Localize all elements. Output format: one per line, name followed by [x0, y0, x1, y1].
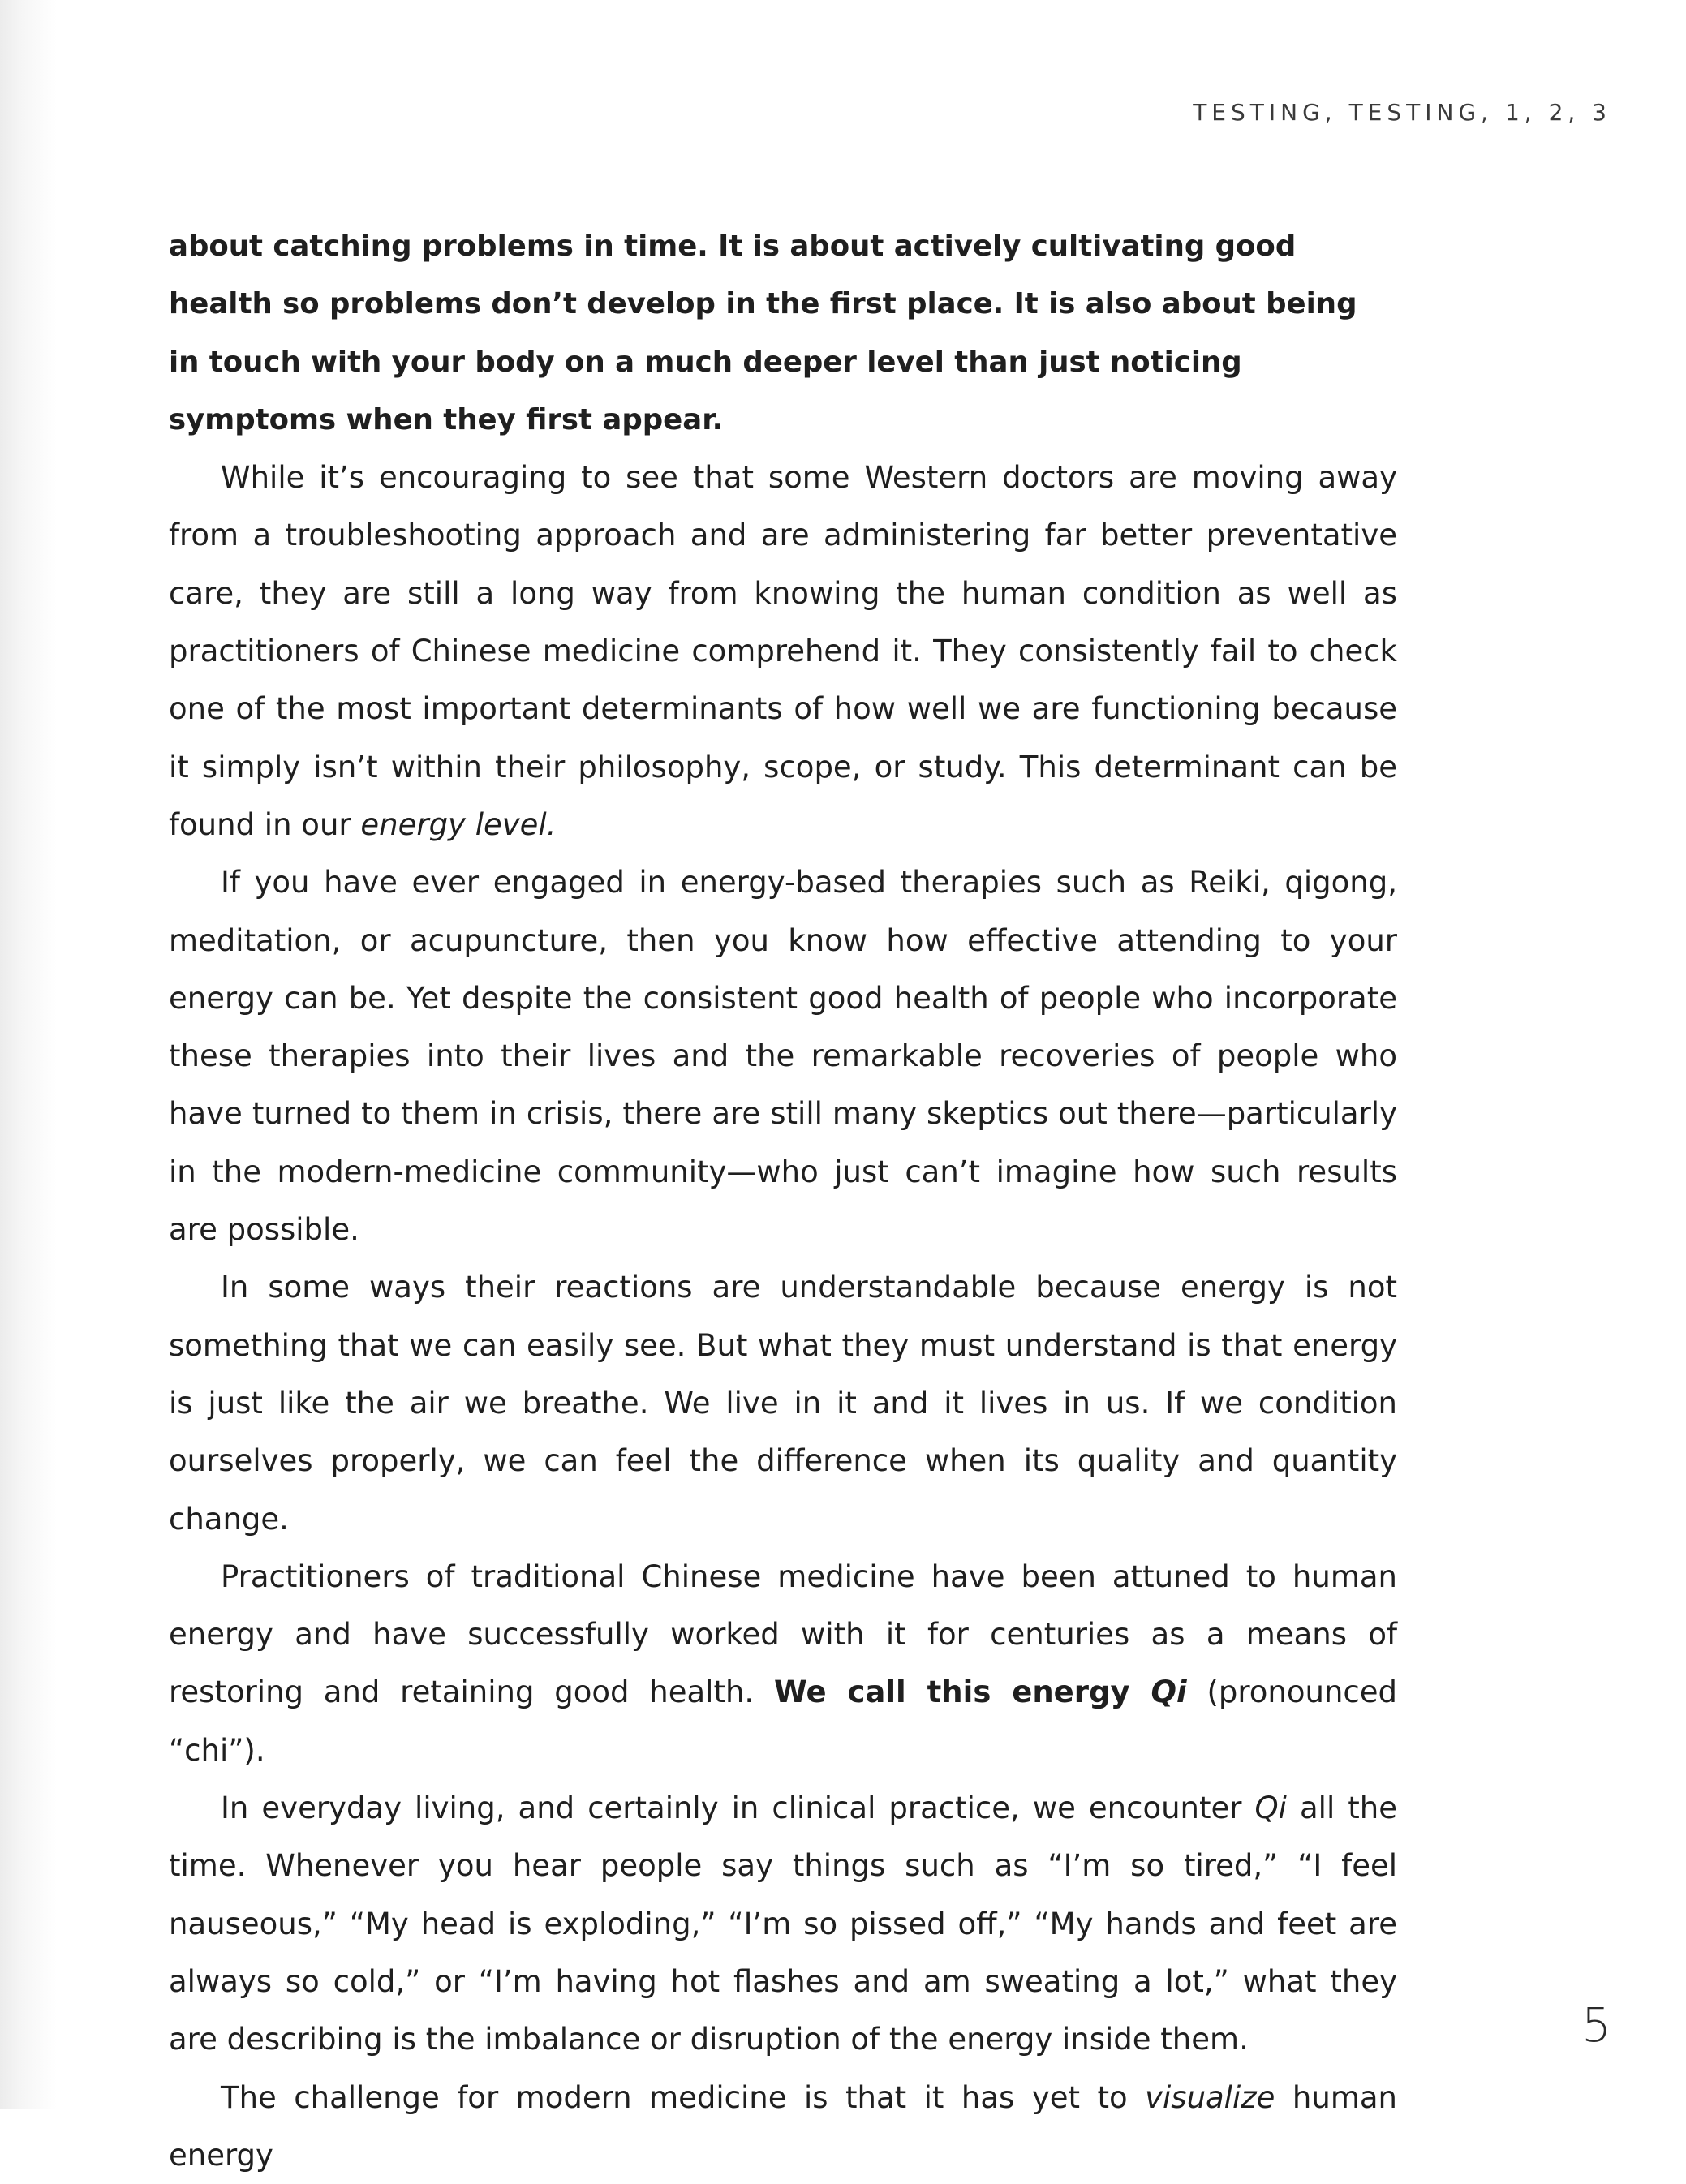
body-text	[169, 217, 1397, 2184]
text-run: In everyday living, and certainly in clinical practice, we encounter	[221, 1791, 1255, 1825]
page-number: 5	[1581, 1997, 1611, 2053]
text-run: Practitioners of traditional Chinese medicine have been attuned to human energy and have successfully worked with it for centuries as a means of restoring and retaining good health.	[169, 1559, 1397, 1710]
text-run: human energy	[169, 2080, 1397, 2173]
text-run: The challenge for modern medicine is that it has yet to	[221, 2080, 1145, 2115]
text-run: We call this energy	[774, 1675, 1151, 1709]
text-run: (pronounced “chi”).	[169, 1675, 1397, 1767]
paragraph	[169, 2069, 1397, 2184]
paragraph	[169, 1548, 1397, 1779]
emphasis-text: Qi	[1255, 1791, 1287, 1825]
paragraph-lead: about catching problems in time. It is about actively cultivating good health so problems don’t develop in the first place. It is also about being in touch with your body on a much deeper level than just noticing symptoms when they first appear.	[169, 217, 1397, 449]
running-head: TESTING, TESTING, 1, 2, 3	[1193, 99, 1611, 126]
paragraph	[169, 1779, 1397, 2068]
text-run: all the time. Whenever you hear people say things such as “I’m so tired,” “I feel nauseous,” “My head is exploding,” “I’m so pissed off,” “My hands and feet are always so cold,” or “I’m having hot flashes and am sweating a lot,” what they are describing is the imbalance or disruption of the energy inside them.	[169, 1791, 1397, 2057]
paragraph: In some ways their reactions are understandable because energy is not something that we can easily see. But what they must understand is that energy is just like the air we breathe. We live in it and it lives in us. If we condition ourselves properly, we can feel the difference when its quality and quantity change.	[169, 1258, 1397, 1547]
page-gutter-shadow	[0, 0, 57, 2109]
paragraph: If you have ever engaged in energy-based therapies such as Reiki, qigong, meditation, or acupuncture, then you know how effective attending to your energy can be. Yet despite the consistent good health of people who incorporate these therapies into their lives and the remarkable recoveries of people who have turned to them in crisis, there are still many skeptics out there—particularly in the modern-medicine community—who just can’t imagine how such results are possible.	[169, 853, 1397, 1258]
text-run: While it’s encouraging to see that some Western doctors are moving away from a troubleshooting approach and are administering far better preventative care, they are still a long way from knowing the human condition as well as practitioners of Chinese medicine comprehend it. They consistently fail to check one of the most important determinants of how well we are functioning because it simply isn’t within their philosophy, scope, or study. This determinant can be found in our	[169, 460, 1397, 842]
paragraph	[169, 449, 1397, 853]
emphasis-text: visualize	[1145, 2080, 1275, 2115]
emphasis-text: energy level.	[360, 807, 556, 842]
emphasis-text: Qi	[1151, 1675, 1187, 1709]
bold-text	[774, 1675, 1187, 1709]
